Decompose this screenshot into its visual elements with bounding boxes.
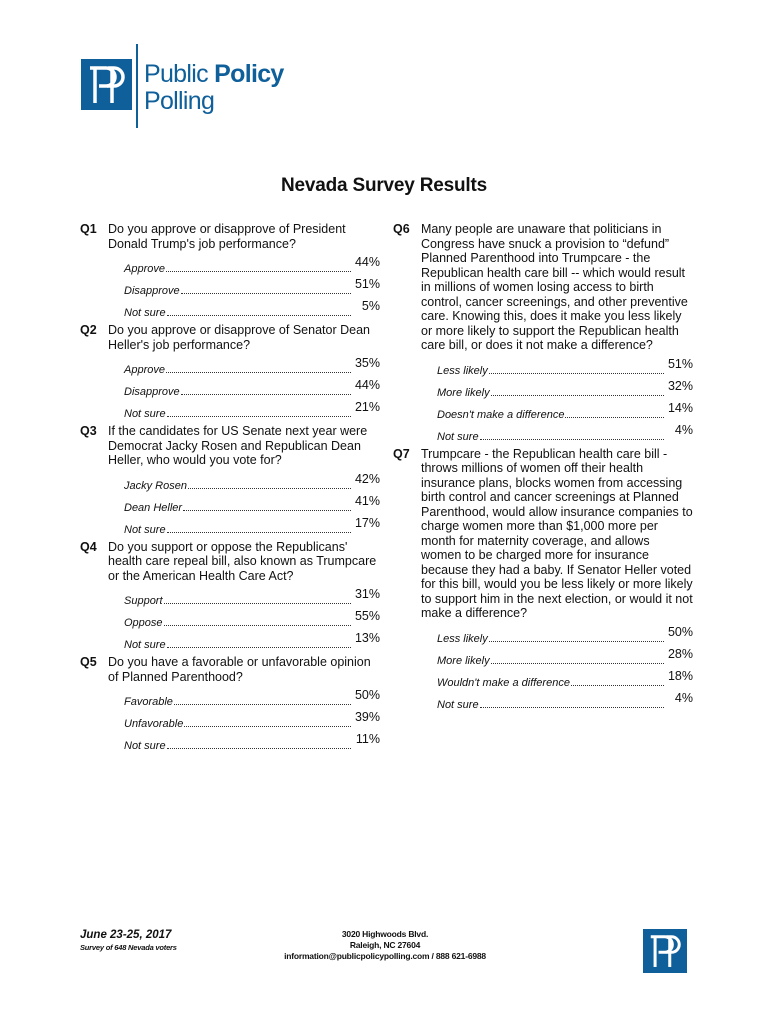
answer-row	[124, 608, 380, 630]
dot-leader	[181, 293, 351, 294]
answer-row	[437, 356, 693, 378]
answer-label: Not sure	[437, 698, 479, 711]
answer-row	[124, 355, 380, 377]
question-text: If the candidates for US Senate next year were Democrat Jacky Rosen and Republican Dean Heller, who would you vote for?	[108, 424, 368, 467]
dot-leader	[491, 395, 664, 396]
answer-label: Favorable	[124, 696, 173, 708]
dot-leader	[181, 394, 351, 395]
answer-value: 28%	[667, 646, 693, 661]
answer-row	[124, 471, 380, 493]
question-text: Do you approve or disapprove of President Donald Trump's job performance?	[108, 222, 346, 251]
logo-polling: Polling	[144, 87, 215, 115]
dot-leader	[183, 510, 351, 511]
dot-leader	[489, 373, 664, 374]
answer-label: Not sure	[124, 523, 166, 536]
answer-label: Oppose	[124, 617, 163, 629]
answer-label: Approve	[124, 263, 165, 275]
dot-leader	[565, 417, 664, 418]
question-q5	[80, 655, 380, 753]
question-text: Do you support or oppose the Republicans' health care repeal bill, also known as Trumpcare or the American Health Care Act?	[108, 539, 377, 583]
footer-logo-mark	[643, 929, 687, 973]
answer-value: 13%	[354, 631, 380, 645]
answer-row	[437, 646, 693, 668]
logo-policy: Policy	[214, 60, 284, 88]
question-number: Q6	[393, 222, 410, 236]
question-header	[393, 447, 693, 621]
dot-leader	[571, 685, 664, 686]
dot-leader	[166, 372, 351, 373]
logo-public: Public	[144, 60, 208, 88]
logo-divider	[136, 44, 138, 128]
answer-value: 11%	[355, 732, 380, 746]
right-column	[393, 222, 693, 715]
answer-row	[437, 400, 693, 422]
question-header	[80, 222, 380, 251]
answer-list	[393, 353, 693, 444]
dot-leader	[164, 603, 351, 604]
answer-row	[124, 254, 380, 276]
answer-label: More likely	[437, 654, 490, 667]
question-number: Q5	[80, 655, 97, 669]
footer-date: June 23-25, 2017	[80, 929, 172, 941]
answer-value: 21%	[354, 400, 380, 414]
answer-label: Disapprove	[124, 386, 180, 398]
question-q1	[80, 222, 380, 320]
answer-label: Doesn't make a difference	[437, 408, 565, 421]
answer-row	[124, 377, 380, 399]
question-header	[80, 655, 380, 684]
answer-label: Approve	[124, 364, 165, 376]
answer-value: 14%	[667, 400, 693, 415]
question-header	[80, 323, 380, 352]
question-number: Q3	[80, 424, 97, 438]
address-street: 3020 Highwoods Blvd.	[341, 929, 429, 939]
question-q3	[80, 424, 380, 537]
answer-row	[437, 668, 693, 690]
answer-row	[124, 515, 380, 537]
answer-value: 18%	[667, 668, 693, 683]
dot-leader	[167, 416, 351, 417]
answer-label: Jacky Rosen	[124, 479, 187, 492]
question-header	[80, 540, 380, 584]
footer-address	[230, 929, 540, 962]
answer-label: Disapprove	[124, 285, 180, 297]
answer-row	[124, 586, 380, 608]
answer-value: 17%	[354, 515, 380, 530]
answer-list	[80, 352, 380, 421]
answer-value: 39%	[354, 710, 380, 724]
answer-row	[124, 731, 380, 753]
question-number: Q1	[80, 222, 97, 236]
question-number: Q2	[80, 323, 97, 337]
answer-value: 51%	[667, 356, 693, 371]
answer-row	[124, 630, 380, 652]
answer-value: 44%	[354, 378, 380, 392]
address-city: Raleigh, NC 27604	[349, 940, 421, 950]
answer-list	[80, 684, 380, 753]
dot-leader	[480, 707, 664, 708]
answer-row	[124, 298, 380, 320]
answer-list	[80, 468, 380, 537]
answer-value: 44%	[354, 255, 380, 269]
logo-wordmark	[144, 61, 344, 115]
dot-leader	[167, 647, 351, 648]
answer-label: More likely	[437, 386, 490, 399]
dot-leader	[188, 488, 351, 489]
answer-label: Wouldn't make a difference	[437, 676, 570, 689]
answer-label: Not sure	[437, 430, 479, 443]
answer-row	[437, 422, 693, 444]
answer-row	[124, 399, 380, 421]
answer-row	[124, 687, 380, 709]
dot-leader	[166, 271, 351, 272]
answer-row	[124, 709, 380, 731]
answer-list	[80, 251, 380, 320]
answer-value: 50%	[354, 688, 380, 702]
dot-leader	[167, 748, 351, 749]
answer-row	[124, 276, 380, 298]
answer-label: Support	[124, 595, 163, 607]
answer-list	[393, 621, 693, 712]
answer-label: Unfavorable	[124, 718, 184, 730]
question-text: Do you approve or disapprove of Senator Dean Heller's job performance?	[108, 323, 370, 352]
ppp-logo-mark	[81, 59, 132, 110]
answer-value: 51%	[354, 277, 380, 291]
page-title: Nevada Survey Results	[281, 175, 487, 196]
answer-list	[80, 583, 380, 652]
footer-survey-note: Survey of 648 Nevada voters	[80, 943, 177, 952]
question-text: Trumpcare - the Republican health care bill - throws millions of women off their health insurance plans, blocks women from accessing birth control and cancer screenings at Planned Parenthood, would allow insurance companies to charge women more than $1,000 more per month for maternity coverage, and allows women to be charged more for insurance because they had a baby. If Senator Heller voted for this bill, would you be less likely or more likely to support him in the next election, or would it not make a difference?	[421, 446, 693, 620]
answer-label: Less likely	[437, 632, 488, 645]
dot-leader	[480, 439, 664, 440]
dot-leader	[489, 641, 664, 642]
question-q4	[80, 540, 380, 653]
dot-leader	[167, 532, 351, 533]
answer-value: 42%	[354, 471, 380, 486]
question-number: Q7	[393, 446, 410, 461]
answer-row	[437, 624, 693, 646]
answer-value: 35%	[354, 356, 380, 370]
dot-leader	[491, 663, 664, 664]
answer-label: Not sure	[124, 408, 166, 420]
question-number: Q4	[80, 539, 97, 554]
address-contact: information@publicpolicypolling.com / 888 621-6988	[284, 951, 486, 961]
question-header	[393, 222, 693, 353]
answer-row	[124, 493, 380, 515]
left-column	[80, 222, 380, 756]
question-q7	[393, 447, 693, 712]
question-text: Do you have a favorable or unfavorable opinion of Planned Parenthood?	[108, 655, 371, 684]
dot-leader	[184, 726, 351, 727]
dot-leader	[174, 704, 351, 705]
answer-value: 41%	[354, 493, 380, 508]
question-header	[80, 424, 380, 468]
answer-row	[437, 378, 693, 400]
answer-label: Dean Heller	[124, 501, 183, 514]
dot-leader	[164, 625, 351, 626]
answer-label: Not sure	[124, 307, 166, 319]
answer-value: 4%	[674, 690, 693, 705]
answer-value: 32%	[667, 378, 693, 393]
answer-label: Less likely	[437, 364, 488, 377]
question-q2	[80, 323, 380, 421]
answer-value: 50%	[667, 624, 693, 639]
question-text: Many people are unaware that politicians in Congress have snuck a provision to “defund” Planned Parenthood into Trumpcare - the Republican health care bill -- which would result in millions of women losing access to birth control, cancer screenings, and other preventive care. Knowing this, does it make you less likely or more likely to support the Republican health care bill, or does it not make a difference?	[421, 222, 688, 352]
dot-leader	[167, 315, 351, 316]
answer-value: 55%	[354, 609, 380, 623]
answer-value: 5%	[361, 299, 380, 313]
answer-value: 31%	[354, 587, 380, 601]
answer-row	[437, 690, 693, 712]
question-q6	[393, 222, 693, 444]
answer-label: Not sure	[124, 639, 166, 651]
answer-label: Not sure	[124, 740, 166, 752]
answer-value: 4%	[674, 422, 693, 437]
